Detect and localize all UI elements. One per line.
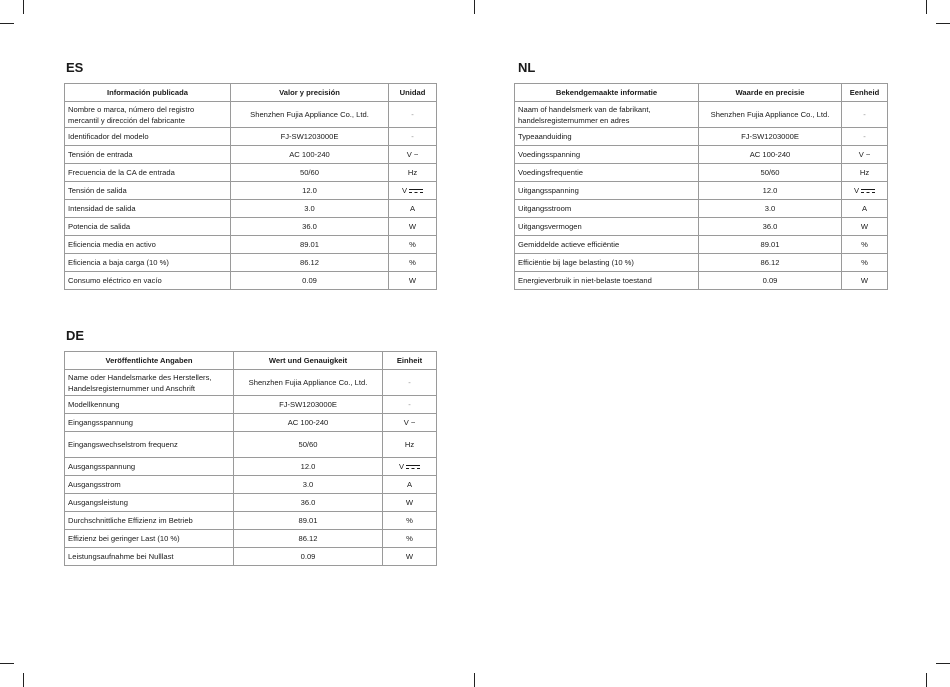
table-row [65,146,437,164]
table-row [65,494,437,512]
unit-text: V [401,186,408,195]
header-unit: Unidad [389,84,437,102]
spec-value: 50/60 [231,164,389,182]
unit-text: - [863,132,866,141]
spec-value: 36.0 [699,218,842,236]
spec-value: 50/60 [234,432,383,458]
unit-text: Hz [404,440,415,449]
unit-text: W [408,222,417,231]
table-row [515,218,888,236]
spec-name: Frecuencia de la CA de entrada [65,164,231,182]
spec-name: Gemiddelde actieve efficiëntie [515,236,699,254]
table-row [515,236,888,254]
table-row [65,476,437,494]
table-row [65,164,437,182]
table-row [65,236,437,254]
section-title-nl: NL [518,60,536,75]
spec-name: Potencia de salida [65,218,231,236]
unit-text: - [408,378,411,387]
spec-unit [389,200,437,218]
unit-text: - [863,110,866,119]
spec-name: Energieverbruik in niet-belaste toestand [515,272,699,290]
spec-value: 3.0 [234,476,383,494]
spec-value: AC 100-240 [234,414,383,432]
table-row [65,414,437,432]
spec-value: AC 100-240 [699,146,842,164]
header-info: Veröffentlichte Angaben [65,352,234,370]
dc-symbol-icon [409,189,423,194]
spec-unit [842,102,888,128]
spec-value: FJ-SW1203000E [234,396,383,414]
spec-name: Ausgangsstrom [65,476,234,494]
spec-name: Voedingsfrequentie [515,164,699,182]
spec-value: 3.0 [699,200,842,218]
spec-unit [383,494,437,512]
spec-value: FJ-SW1203000E [699,128,842,146]
spec-value: 0.09 [231,272,389,290]
spec-table-de [64,351,437,566]
spec-value: 12.0 [231,182,389,200]
crop-mark [0,23,14,24]
spec-value: 86.12 [699,254,842,272]
table-row [515,146,888,164]
spec-name: Name oder Handelsmarke des Herstellers, Handelsregisternummer und Anschrift [65,370,234,396]
spec-value: 86.12 [234,530,383,548]
spec-unit [389,164,437,182]
spec-unit [389,218,437,236]
spec-unit [842,272,888,290]
unit-text: V ~ [403,418,416,427]
table-row [515,254,888,272]
unit-text: V ~ [406,150,419,159]
crop-mark [0,663,14,664]
spec-value: 86.12 [231,254,389,272]
spec-value: AC 100-240 [231,146,389,164]
crop-mark [926,0,927,14]
table-row [65,512,437,530]
unit-text: V [398,462,405,471]
crop-mark [23,0,24,14]
spec-unit [842,128,888,146]
unit-text: % [409,240,416,249]
spec-name: Naam of handelsmerk van de fabrikant, handelsregisternummer en adres [515,102,699,128]
spec-name: Eficiencia a baja carga (10 %) [65,254,231,272]
spec-name: Uitgangsvermogen [515,218,699,236]
spec-unit [383,476,437,494]
spec-unit [842,200,888,218]
spec-value: 12.0 [699,182,842,200]
spec-unit [389,236,437,254]
spec-name: Voedingsspanning [515,146,699,164]
spec-name: Identificador del modelo [65,128,231,146]
spec-unit [389,272,437,290]
spec-unit [383,432,437,458]
spec-value: 89.01 [231,236,389,254]
spec-unit [842,254,888,272]
spec-unit [389,254,437,272]
spec-unit [842,182,888,200]
spec-unit [383,512,437,530]
spec-value: Shenzhen Fujia Appliance Co., Ltd. [231,102,389,128]
unit-text: V ~ [858,150,871,159]
spec-unit [383,414,437,432]
spec-value: Shenzhen Fujia Appliance Co., Ltd. [699,102,842,128]
spec-unit [383,396,437,414]
spec-unit [389,182,437,200]
section-title-es: ES [66,60,84,75]
spec-value: 89.01 [234,512,383,530]
spec-name: Efficiëntie bij lage belasting (10 %) [515,254,699,272]
table-row [65,200,437,218]
spec-unit [383,370,437,396]
spec-value: FJ-SW1203000E [231,128,389,146]
spec-unit [383,548,437,566]
unit-text: - [411,110,414,119]
spec-name: Intensidad de salida [65,200,231,218]
crop-mark [474,673,475,687]
spec-unit [842,236,888,254]
unit-text: % [861,258,868,267]
spec-name: Tensión de salida [65,182,231,200]
header-value: Waarde en precisie [699,84,842,102]
spec-value: 0.09 [699,272,842,290]
unit-text: % [406,516,413,525]
spec-name: Leistungsaufnahme bei Nulllast [65,548,234,566]
table-row [515,102,888,128]
crop-mark [474,0,475,14]
unit-text: Hz [859,168,870,177]
table-row [65,128,437,146]
spec-name: Eingangsspannung [65,414,234,432]
spec-unit [383,530,437,548]
table-row [65,102,437,128]
spec-name: Modellkennung [65,396,234,414]
spec-name: Effizienz bei geringer Last (10 %) [65,530,234,548]
table-row [65,432,437,458]
unit-text: W [860,276,869,285]
spec-table-es [64,83,437,290]
spec-name: Uitgangsspanning [515,182,699,200]
unit-text: W [860,222,869,231]
spec-name: Uitgangsstroom [515,200,699,218]
dc-symbol-icon [406,465,420,470]
unit-text: W [405,498,414,507]
spec-name: Ausgangsleistung [65,494,234,512]
table-row [65,396,437,414]
spec-name: Consumo eléctrico en vacío [65,272,231,290]
spec-value: Shenzhen Fujia Appliance Co., Ltd. [234,370,383,396]
unit-text: % [861,240,868,249]
table-row [515,164,888,182]
section-title-de: DE [66,328,85,343]
table-row [515,200,888,218]
spec-value: 89.01 [699,236,842,254]
crop-mark [936,23,950,24]
unit-text: A [409,204,416,213]
table-row [65,370,437,396]
spec-value: 50/60 [699,164,842,182]
table-row [65,254,437,272]
spec-name: Typeaanduiding [515,128,699,146]
header-unit: Eenheid [842,84,888,102]
table-row [515,128,888,146]
table-row [515,272,888,290]
spec-name: Ausgangsspannung [65,458,234,476]
unit-text: W [408,276,417,285]
spec-name: Eingangswechselstrom frequenz [65,432,234,458]
spec-unit [389,102,437,128]
unit-text: - [408,400,411,409]
crop-mark [926,673,927,687]
crop-mark [23,673,24,687]
table-row [65,272,437,290]
spec-value: 3.0 [231,200,389,218]
unit-text: Hz [407,168,418,177]
spec-unit [842,164,888,182]
unit-text: - [411,132,414,141]
table-row [65,182,437,200]
unit-text: A [861,204,868,213]
spec-name: Tensión de entrada [65,146,231,164]
spec-value: 12.0 [234,458,383,476]
table-row [515,182,888,200]
header-info: Información publicada [65,84,231,102]
table-row [65,218,437,236]
unit-text: W [405,552,414,561]
spec-unit [383,458,437,476]
header-value: Valor y precisión [231,84,389,102]
spec-value: 0.09 [234,548,383,566]
unit-text: V [853,186,860,195]
header-unit: Einheit [383,352,437,370]
table-row [65,548,437,566]
unit-text: % [409,258,416,267]
spec-value: 36.0 [234,494,383,512]
spec-unit [842,218,888,236]
unit-text: A [406,480,413,489]
dc-symbol-icon [861,189,875,194]
spec-name: Durchschnittliche Effizienz im Betrieb [65,512,234,530]
spec-value: 36.0 [231,218,389,236]
spec-unit [842,146,888,164]
table-row [65,458,437,476]
unit-text: % [406,534,413,543]
spec-table-nl [514,83,888,290]
spec-unit [389,146,437,164]
spec-name: Nombre o marca, número del registro mercantil y dirección del fabricante [65,102,231,128]
crop-mark [936,663,950,664]
spec-name: Eficiencia media en activo [65,236,231,254]
spec-unit [389,128,437,146]
header-info: Bekendgemaakte informatie [515,84,699,102]
table-row [65,530,437,548]
header-value: Wert und Genauigkeit [234,352,383,370]
